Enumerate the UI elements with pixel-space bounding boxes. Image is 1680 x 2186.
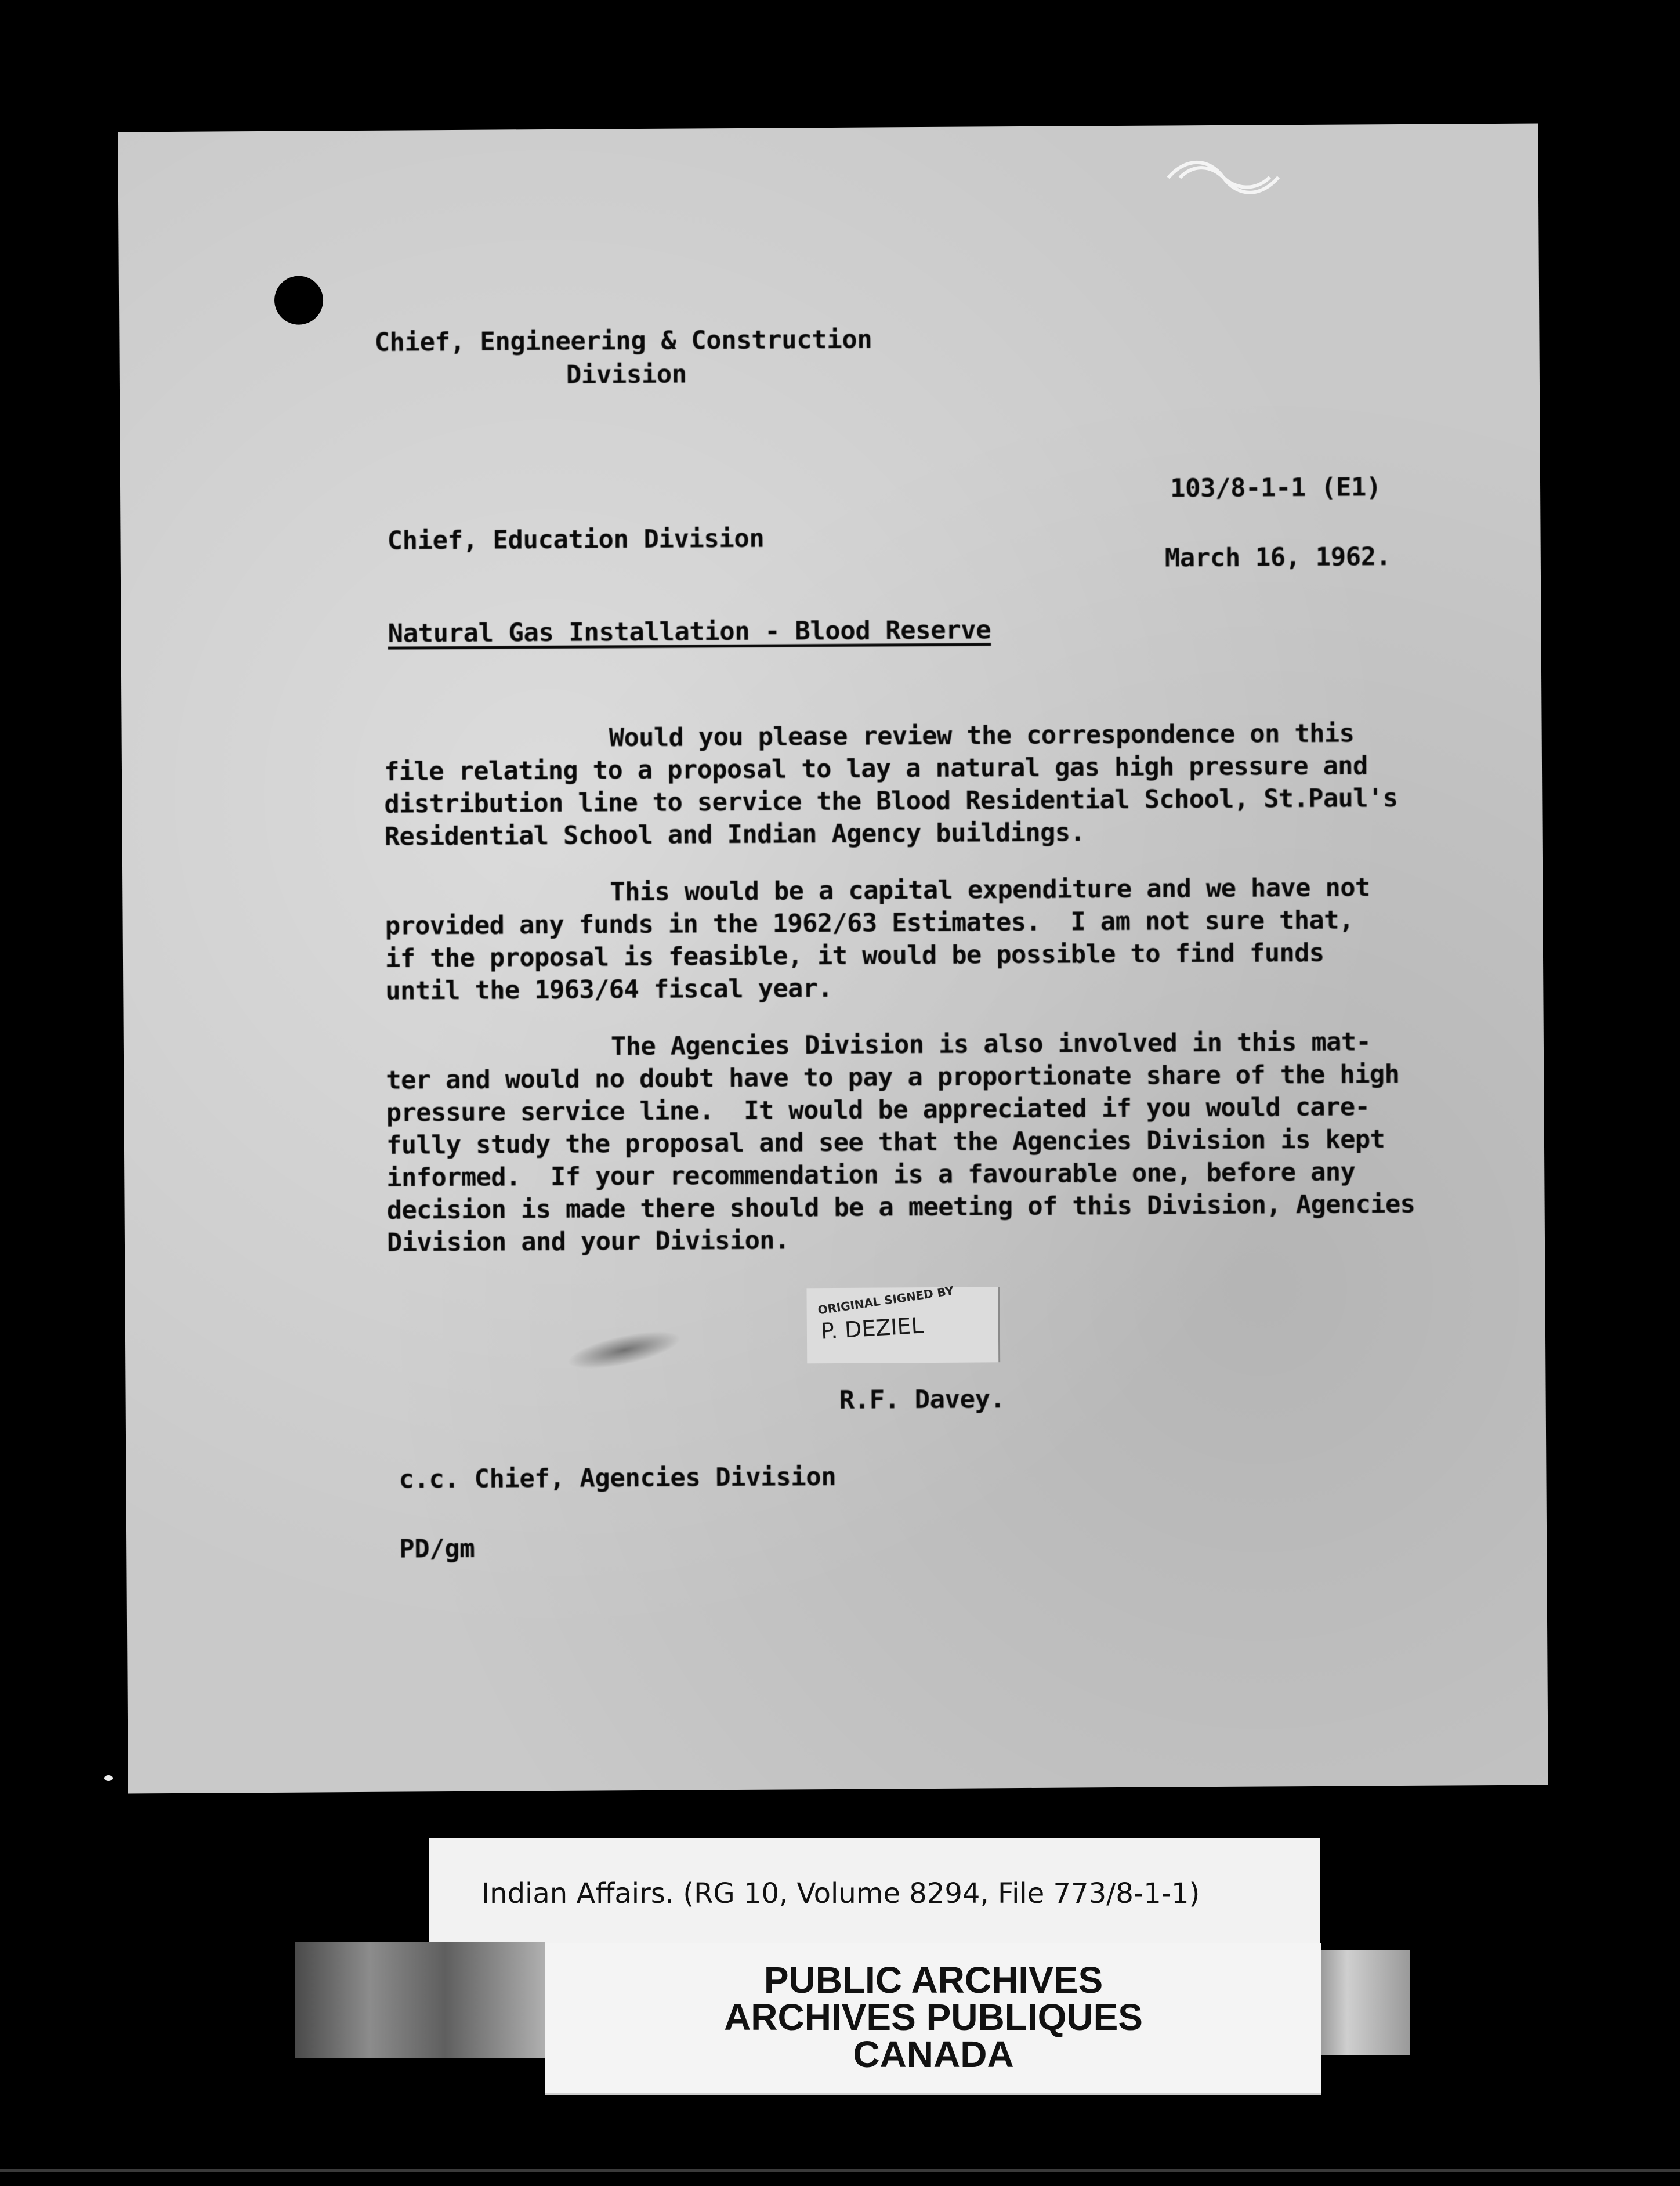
reference-caption-card <box>429 1838 1320 1949</box>
archive-label-card <box>545 1943 1321 2095</box>
signature-stamp <box>806 1283 1000 1363</box>
archive-label-line-1: PUBLIC ARCHIVES <box>763 1959 1103 2001</box>
body-line: provided any funds in the 1962/63 Estimates. I am not sure that, <box>385 905 1354 941</box>
film-edge <box>0 2169 1680 2172</box>
letter-date: March 16, 1962. <box>1164 542 1391 573</box>
body-line: distribution line to service the Blood Residential School, St.Paul's <box>384 783 1398 819</box>
stamp-heading: ORIGINAL SIGNED BY <box>817 1283 955 1318</box>
recipient-line-1: Chief, Engineering & Construction <box>374 324 872 357</box>
recipient-line-2: Division <box>566 359 687 390</box>
subject-line: Natural Gas Installation - Blood Reserve <box>388 615 991 649</box>
typist-initials: PD/gm <box>399 1533 475 1564</box>
paper-clip-mark <box>1163 154 1284 201</box>
stamp-name: P. DEZIEL <box>820 1312 924 1344</box>
body-line: The Agencies Division is also involved in this mat- <box>610 1027 1371 1062</box>
carbon-copy-line: c.c. Chief, Agencies Division <box>399 1461 837 1494</box>
body-line: file relating to a proposal to lay a natural gas high pressure and <box>383 751 1368 787</box>
body-line: until the 1963/64 fiscal year. <box>385 973 833 1006</box>
body-line: if the proposal is feasible, it would be possible to find funds <box>385 938 1324 973</box>
sender: Chief, Education Division <box>387 523 765 556</box>
body-line: informed. If your recommendation is a favourable one, before any <box>386 1157 1356 1193</box>
body-line: pressure service line. It would be appreciated if you would care- <box>386 1092 1370 1128</box>
body-line: Would you please review the correspondence on this <box>609 718 1355 753</box>
ink-smudge <box>564 1323 684 1377</box>
body-line: Division and your Division. <box>386 1225 790 1258</box>
file-number: 103/8-1-1 (E1) <box>1170 472 1382 504</box>
body-line: fully study the proposal and see that the Agencies Division is kept <box>386 1124 1385 1160</box>
document-page <box>118 124 1548 1794</box>
body-line: This would be a capital expenditure and we have not <box>610 873 1370 907</box>
body-line: ter and would no doubt have to pay a proportionate share of the high <box>386 1059 1400 1095</box>
archive-label-strip <box>0 1942 1680 2111</box>
body-line: decision is made there should be a meeting of this Division, Agencies <box>386 1189 1415 1225</box>
film-speck <box>104 1775 113 1781</box>
archive-label-line-2: ARCHIVES PUBLIQUES <box>724 1996 1143 2038</box>
wooden-block-left <box>295 1942 545 2058</box>
body-line: Residential School and Indian Agency buildings. <box>384 817 1085 852</box>
signatory: R.F. Davey. <box>839 1384 1005 1415</box>
punch-hole <box>274 276 324 325</box>
archive-label-line-3: CANADA <box>853 2033 1014 2075</box>
reference-caption: Indian Affairs. (RG 10, Volume 8294, File 773/8-1-1) <box>481 1877 1200 1910</box>
